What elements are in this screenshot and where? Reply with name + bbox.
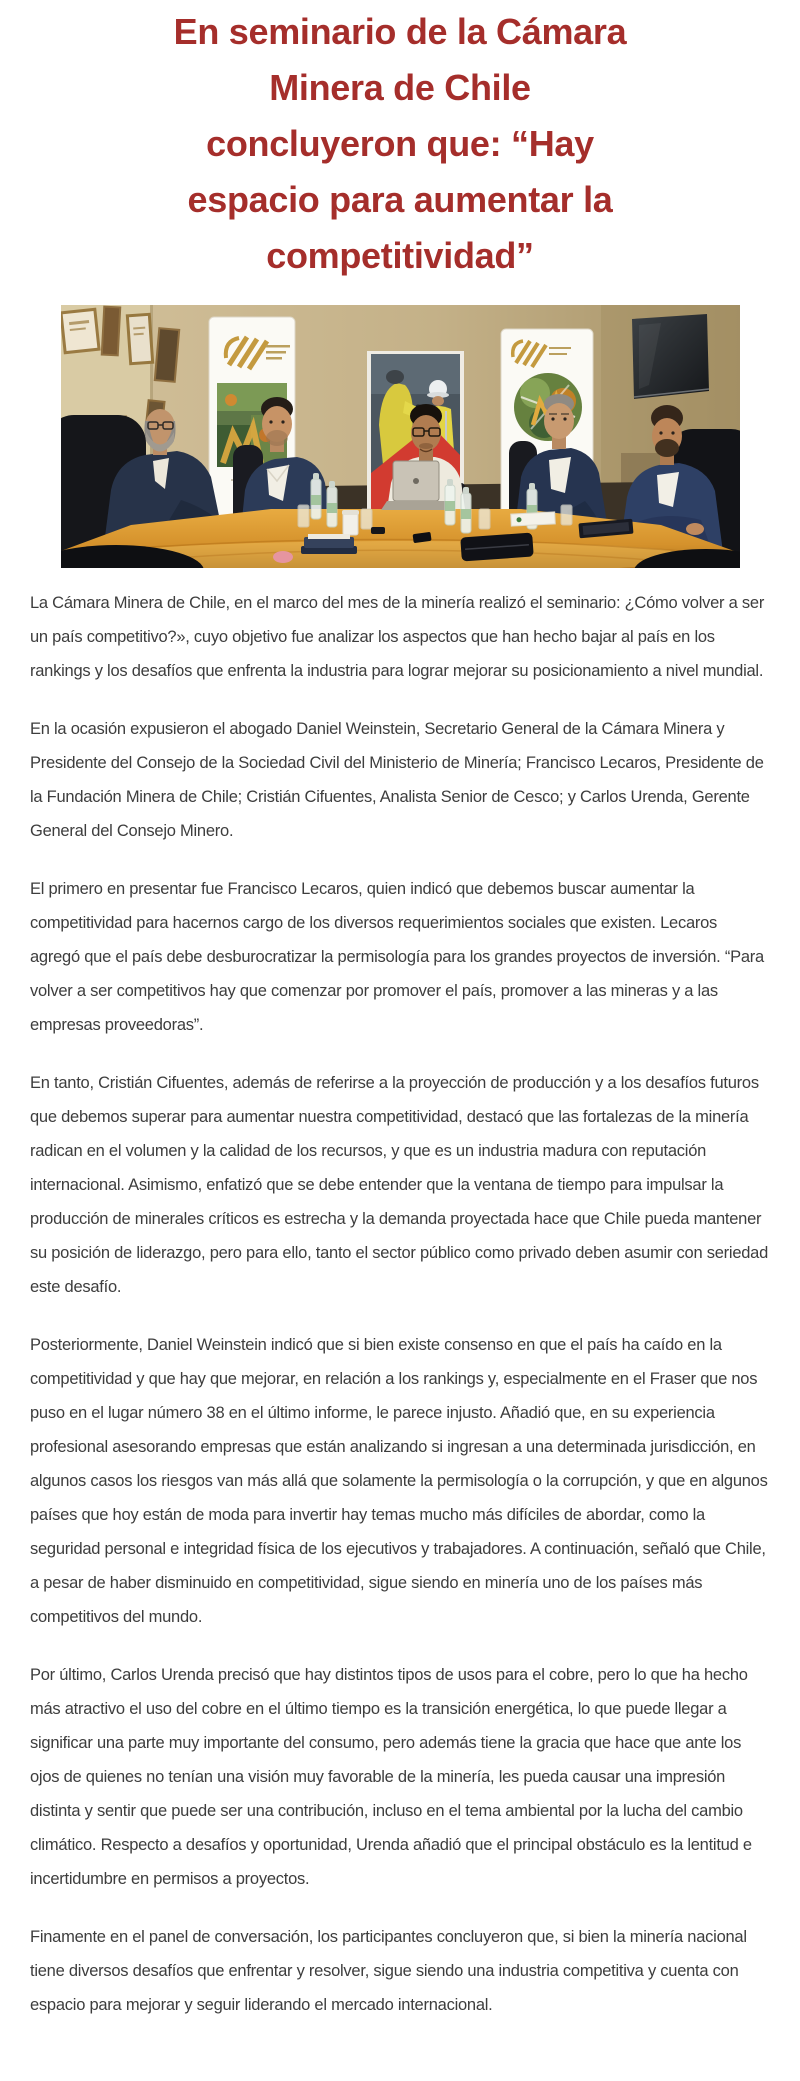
black-folder — [460, 533, 533, 562]
coffee-cup — [342, 510, 359, 535]
article-paragraph: Por último, Carlos Urenda precisó que hay distintos tipos de usos para el cobre, pero lo que ha hecho más atractivo el uso del cobre en el último tiempo es la transición energética, lo que puede llegar a significar una parte muy importante del consumo, pero además tiene la gracia que hace que ante los ojos de quienes no tenían una visión muy favorable de la minería, les pueda causar una impresión distinta y sentir que puede ser una contribución, incluso en el tema ambiental por la lucha del cambio climático. Respecto a desafíos y oportunidad, Urenda añadió que el principal obstáculo es la lentitud e incertidumbre en permisos a proyectos. — [30, 1666, 752, 1888]
page-title-line: Minera de Chile — [269, 67, 531, 108]
article-paragraph: Posteriormente, Daniel Weinstein indicó que si bien existe consenso en que el país ha caído en la competitividad y que hay que mejorar, en relación a los rankings y, especialmente en el Fraser que nos puso en el lugar número 38 en el último informe, le parece injusto. Añadió que, en su experiencia profesional asesorando empresas que están analizando si ingresan a una determinada jurisdicción, en algunos casos los riesgos van más allá que solamente la permisología o la corrupción, y que en algunos países que hoy están de moda para invertir hay temas mucho más difíciles de abordar, como la seguridad personal e integridad física de los ejecutivos y trabajadores. A continuación, señaló que Chile, a pesar de haber disminuido en competitividad, sigue siendo en minería uno de los países más competitivos del mundo. — [30, 1336, 768, 1626]
article-body — [30, 586, 770, 2022]
seminar-photo-illustration — [61, 305, 740, 568]
page-title-line: competitividad” — [266, 235, 534, 276]
remote — [371, 527, 385, 534]
tv-screen — [632, 314, 709, 399]
pink-object — [273, 551, 293, 563]
article-paragraph: Finamente en el panel de conversación, los participantes concluyeron que, si bien la minería nacional tiene diversos desafíos que enfrentar y resolver, sigue siendo una industria competitiva y cuenta con espacio para mejorar y seguir liderando el mercado internacional. — [30, 1928, 747, 2014]
papers — [511, 512, 556, 526]
article-paragraph: En tanto, Cristián Cifuentes, además de referirse a la proyección de producción y a los desafíos futuros que debemos superar para aumentar nuestra competitividad, destacó que las fortalezas de la minería radican en el volumen y la calidad de los recursos, y que es un industria madura con reputación internacional. Asimismo, enfatizó que se debe entender que la ventana de tiempo para impulsar la producción de minerales críticos es estrecha y la demanda proyectada hace que Chile pueda mantener su posición de liderazgo, pero para ello, tanto el sector público como privado deben asumir con seriedad este desafío. — [30, 1074, 769, 1296]
page-title-line: En seminario de la Cámara — [173, 11, 627, 52]
article-paragraph: En la ocasión expusieron el abogado Daniel Weinstein, Secretario General de la Cámara Minera y Presidente del Consejo de la Sociedad Civil del Ministerio de Minería; Francisco Lecaros, Presidente de la Fundación Minera de Chile; Cristián Cifuentes, Analista Senior de Cesco; y Carlos Urenda, Gerente General del Consejo Minero. — [30, 720, 764, 840]
seminar-photo — [61, 305, 740, 568]
article-paragraph: La Cámara Minera de Chile, en el marco del mes de la minería realizó el seminario: ¿Cómo volver a ser un país competitivo?», cuyo objetivo fue analizar los aspectos que han hecho bajar al país en los rankings y los desafíos que enfrenta la industria para lograr mejorar su posicionamiento a nivel mundial. — [30, 594, 765, 680]
page-title — [40, 4, 760, 284]
page-title-line: concluyeron que: “Hay — [206, 123, 594, 164]
notebooks — [301, 534, 357, 554]
page-title-line: espacio para aumentar la — [187, 179, 613, 220]
article-paragraph: El primero en presentar fue Francisco Lecaros, quien indicó que debemos buscar aumentar la competitividad para hacernos cargo de los diversos requerimientos sociales que existen. Lecaros agregó que el país debe desburocratizar la permisología para los grandes proyectos de inversión. “Para volver a ser competitivos hay que comenzar por promover el país, promover a las mineras y a las empresas proveedoras”. — [30, 880, 764, 1034]
